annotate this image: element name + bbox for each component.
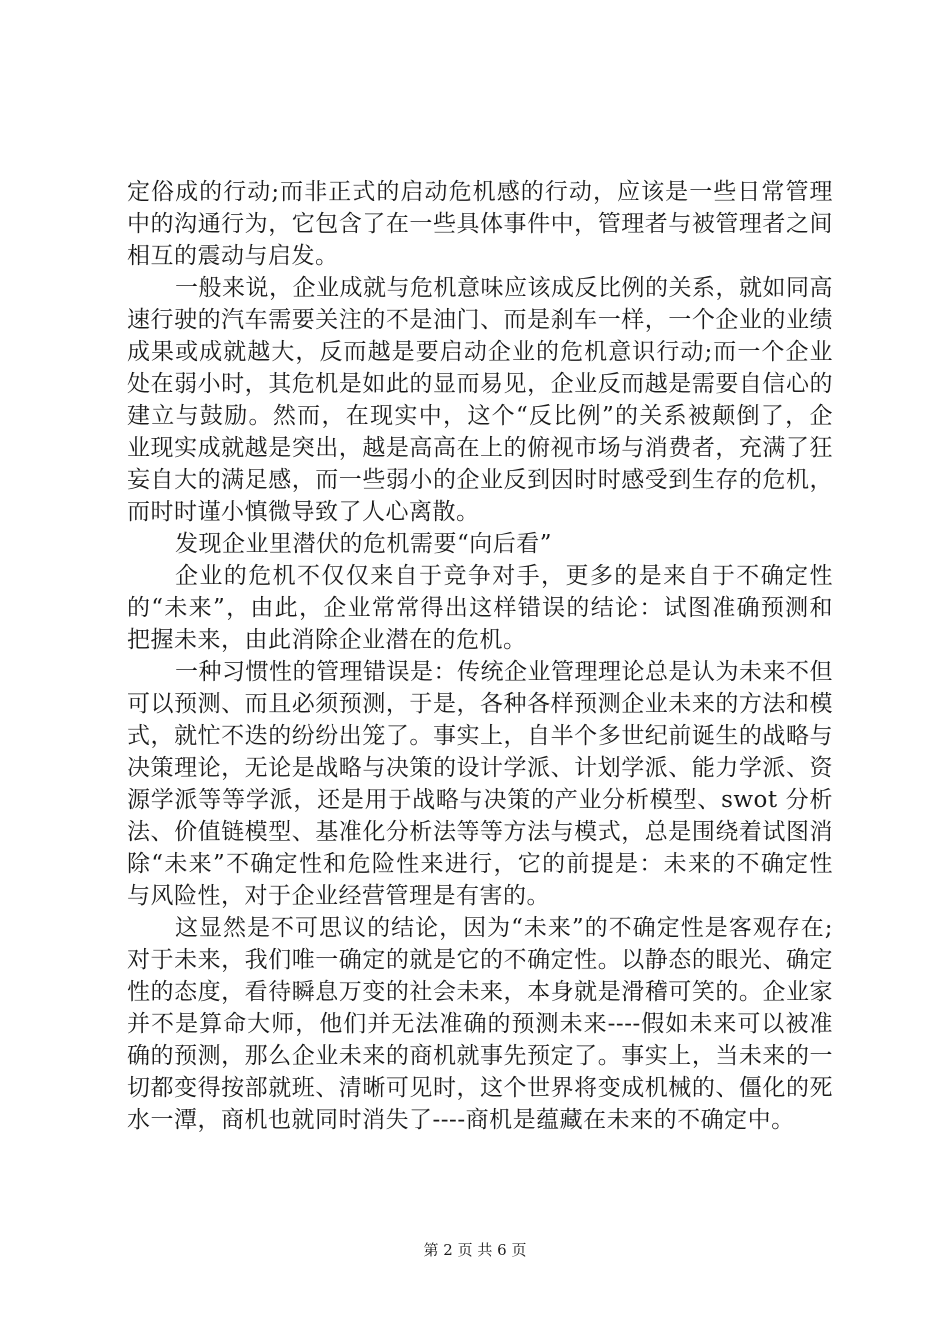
page-footer (0, 1240, 950, 1260)
section-heading: 发现企业里潜伏的危机需要“向后看” (175, 531, 553, 557)
paragraph: 一种习惯性的管理错误是：传统企业管理理论总是认为未来不但可以预测、而且必须预测，于是，各种各样预测企业未来的方法和模式，就忙不迭的纷纷出笼了。事实上，自半个多世纪前诞生的战略与决策理论，无论是战略与决策的设计学派、计划学派、能力学派、资源学派等等学派，还是用于战略与决策的产业分析模型、swot 分析法、价值链模型、基准化分析法等等方法与模式，总是围绕着试图消除“未来”不确定性和危险性来进行，它的前提是：未来的不确定性与风险性，对于企业经营管理是有害的。 (127, 659, 833, 909)
paragraph: 一般来说，企业成就与危机意味应该成反比例的关系，就如同高速行驶的汽车需要关注的不是油门、而是刹车一样，一个企业的业绩成果或成就越大，反而越是要启动企业的危机意识行动;而一个企业处在弱小时，其危机是如此的显而易见，企业反而越是需要自信心的建立与鼓励。然而，在现实中，这个“反比例”的关系被颠倒了，企业现实成就越是突出，越是高高在上的俯视市场与消费者，充满了狂妄自大的满足感，而一些弱小的企业反到因时时感受到生存的危机，而时时谨小慎微导致了人心离散。 (127, 275, 833, 525)
paragraph-continuation: 定俗成的行动;而非正式的启动危机感的行动，应该是一些日常管理中的沟通行为，它包含了在一些具体事件中，管理者与被管理者之间相互的震动与启发。 (127, 179, 833, 269)
page-number-label: 第 2 页 共 6 页 (423, 1241, 527, 1259)
paragraph: 企业的危机不仅仅来自于竞争对手，更多的是来自于不确定性的“未来”，由此，企业常常得出这样错误的结论：试图准确预测和把握未来，由此消除企业潜在的危机。 (127, 563, 833, 653)
document-body (127, 176, 833, 1136)
paragraph: 这显然是不可思议的结论，因为“未来”的不确定性是客观存在;对于未来，我们唯一确定的就是它的不确定性。以静态的眼光、确定性的态度，看待瞬息万变的社会未来，本身就是滑稽可笑的。企业家并不是算命大师，他们并无法准确的预测未来----假如未来可以被准确的预测，那么企业未来的商机就事先预定了。事实上，当未来的一切都变得按部就班、清晰可见时，这个世界将变成机械的、僵化的死水一潭，商机也就同时消失了----商机是蕴藏在未来的不确定中。 (127, 915, 833, 1133)
